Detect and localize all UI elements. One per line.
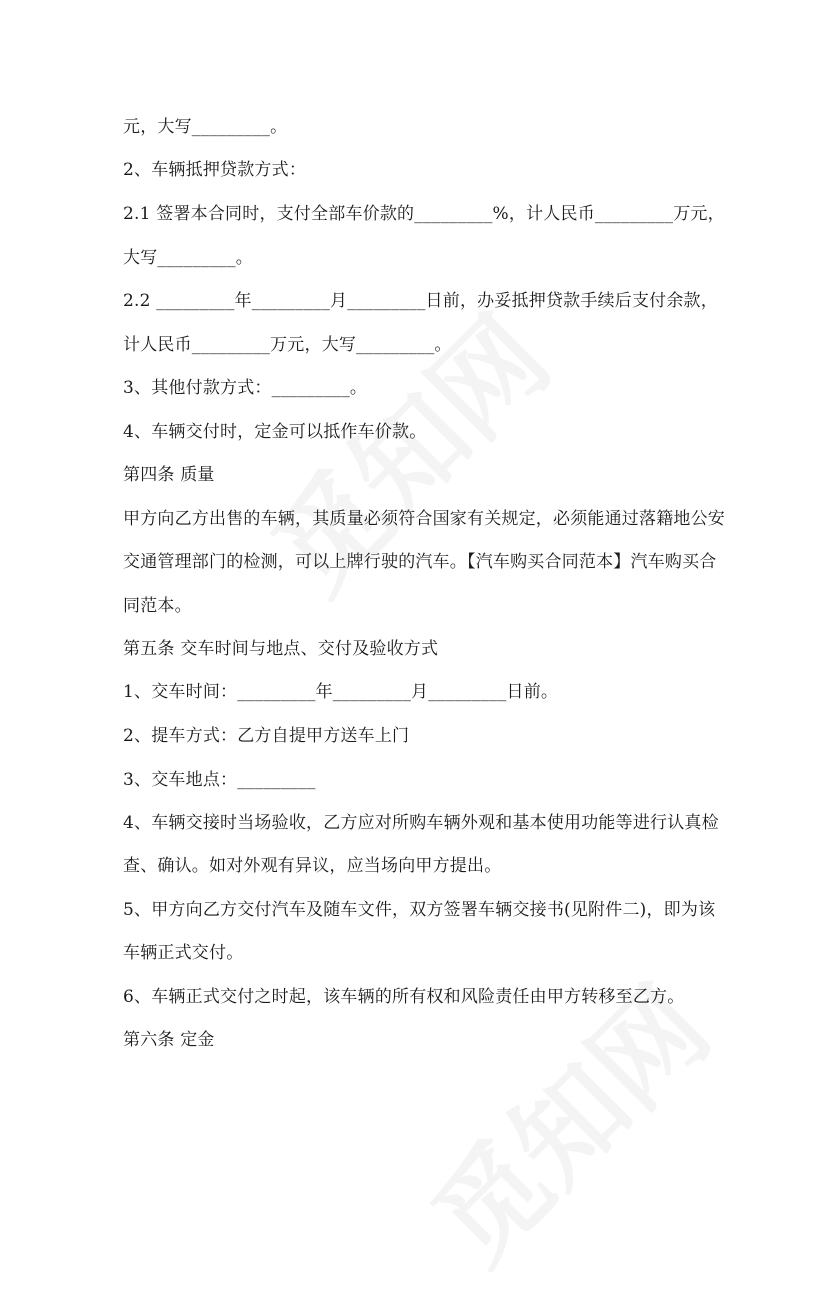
body-line: 2、提车方式：乙方自提甲方送车上门 — [123, 726, 410, 746]
article-heading: 第六条 定金 — [123, 1030, 215, 1050]
body-line: 5、甲方向乙方交付汽车及随车文件，双方签署车辆交接书(见附件二)，即为该 — [123, 900, 716, 920]
body-line: 1、交车时间：_________年_________月_________日前。 — [123, 682, 559, 702]
body-line: 大写_________。 — [123, 248, 253, 268]
body-line: 4、车辆交接时当场验收，乙方应对所购车辆外观和基本使用功能等进行认真检 — [123, 813, 719, 833]
body-line: 6、车辆正式交付之时起，该车辆的所有权和风险责任由甲方转移至乙方。 — [123, 987, 685, 1007]
body-line: 元，大写_________。 — [123, 117, 288, 137]
body-line: 车辆正式交付。 — [123, 943, 244, 963]
body-line: 3、其他付款方式：_________。 — [123, 378, 368, 398]
body-line: 2.2 _________年_________月_________日前，办妥抵押贷款手续后支付余款， — [123, 291, 718, 311]
body-line: 甲方向乙方出售的车辆，其质量必须符合国家有关规定，必须能通过落籍地公安 — [123, 509, 725, 529]
body-line: 交通管理部门的检测，可以上牌行驶的汽车。【汽车购买合同范本】汽车购买合 — [123, 552, 717, 572]
article-heading: 第五条 交车时间与地点、交付及验收方式 — [123, 639, 439, 659]
body-line: 计人民币_________万元，大写_________。 — [123, 335, 452, 355]
body-line: 2.1 签署本合同时，支付全部车价款的_________%，计人民币_________万元， — [123, 204, 725, 224]
body-line: 同范本。 — [123, 596, 192, 616]
body-line: 4、车辆交付时，定金可以抵作车价款。 — [123, 422, 427, 442]
body-line: 3、交车地点：_________ — [123, 770, 316, 790]
body-line: 查、确认。如对外观有异议，应当场向甲方提出。 — [123, 856, 502, 876]
clause-heading: 2、车辆抵押贷款方式： — [123, 160, 307, 180]
article-heading: 第四条 质量 — [123, 465, 215, 485]
